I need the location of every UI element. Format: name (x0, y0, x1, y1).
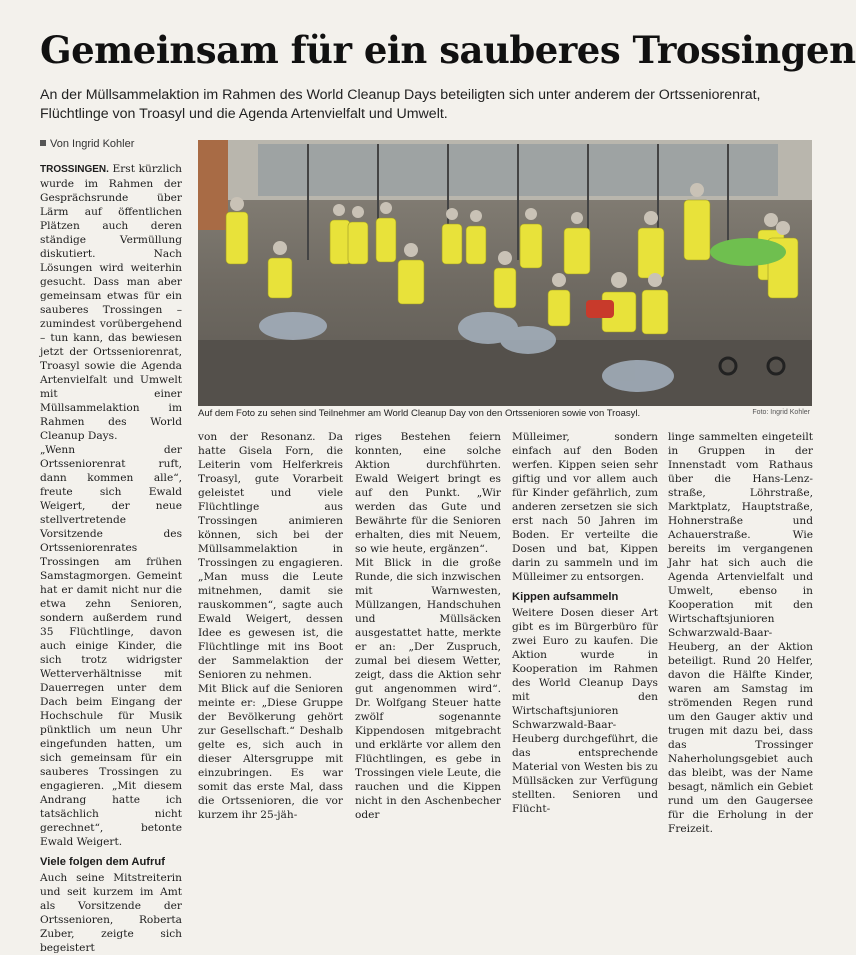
article-column-1 (40, 162, 182, 954)
article-column-4 (512, 430, 658, 815)
group-photo (198, 140, 812, 406)
group-photo-illustration (198, 140, 812, 406)
paragraph: „Wenn der Ortsseniorenrat ruft, dann kommen alle“, freute sich Ewald Weigert, der neue stellvertretende Vorsitzende des Ortsseniorenrates Trossingen am frühen Samstagmorgen. Gemeint hat er damit nicht nur die etwa zehn Senioren, sondern außerdem rund 35 Flüchtlinge, davon auch einige Kinder, die sich trotz widrigster Wetterverhältnisse mit Dauerregen unter dem Dach beim Eingang der Hochschule für Musik pünktlich um neun Uhr eingefunden hatten, um sich gemeinsam für ein sauberes Trossingen zu engagieren. „Mit diesem Andrang hatte ich tatsächlich nicht gerechnet“, betonte Ewald Weigert. (40, 444, 182, 848)
byline (40, 138, 134, 150)
photo-credit: Foto: Ingrid Kohler (752, 409, 810, 416)
paragraph: Erst kürzlich wurde im Rahmen der Gesprächsrunde über Lärm auf öffentlichen Plätzen auch deren ständige Vermüllung diskutiert. Nach Lösungen wird weiterhin gesucht. Dass man aber gemeinsam etwas für ein sauberes Trossingen – zumindest vorübergehend – tun kann, das bewiesen jetzt der Ortsseniorenrat, Troasyl sowie die Agenda Artenvielfalt und Umwelt mit einer Müllsammelaktion im Rahmen des World Cleanup Days. (40, 163, 182, 442)
article-headline: Gemeinsam für ein sauberes Trossingen (40, 28, 856, 72)
paragraph: Weitere Dosen dieser Art gibt es im Bürgerbüro für zwei Euro zu kaufen. Die Aktion wurde in Kooperation im Rahmen des World Cleanup Days mit den Wirtschaftsjunioren Schwarzwald-Baar-Heuberg durchgeführt, die das entsprechende Material von Westen bis zu Müllsäcken zur Verfügung stellten. Senioren und Flücht- (512, 607, 658, 815)
byline-text: Von Ingrid Kohler (50, 138, 135, 150)
paragraph: Mit Blick auf die Senioren meinte er: „Diese Gruppe der Bevölkerung gehört zur Gesellschaft.“ Deshalb gelte es, sich auch in dieser Altersgruppe mit einzubringen. Es war somit das erste Mal, dass die Ortssenioren, die vor kurzem ihr 25-jäh- (198, 683, 343, 821)
paragraph: Mit Blick in die große Runde, die sich inzwischen mit Warnwesten, Müllzangen, Handschuhen und Müllsäcken ausgestattet hatte, merkte er an: „Der Zuspruch, zumal bei diesem Wetter, zeigt, dass die Aktion sehr gut angenommen wird“. Dr. Wolfgang Steuer hatte zwölf sogenannte Kippendosen mitgebracht und erklärte vor allem den Flüchtlingen, es gebe in Trossingen viele Leute, die rauchen und die Kippen nicht in den Aschenbecher oder (355, 557, 501, 821)
subheading: Viele folgen dem Aufruf (40, 856, 165, 868)
square-bullet-icon (40, 140, 46, 146)
paragraph: riges Bestehen feiern konnten, eine solche Aktion durchführten. Ewald Weigert bringt es auf den Punkt. „Wir werden das Gute und Bewährte für die Senioren erhalten, dies mit Neuem, so wie heute, ergänzen“. (355, 431, 501, 555)
article-column-2 (198, 430, 343, 821)
photo-caption (198, 408, 812, 419)
article-lead: An der Müllsammelaktion im Rahmen des World Cleanup Days beteiligten sich unter anderem der Ortsseniorenrat, Flüchtlinge von Troasyl und die Agenda Artenvielfalt und Umwelt. (40, 87, 761, 122)
article-column-5 (668, 430, 813, 835)
paragraph: Mülleimer, sondern einfach auf den Boden werfen. Kippen seien sehr giftig und vor allem auch für Kinder gefährlich, zum anderen zersetzen sie sich erst nach 50 Jahren im Boden. Er verteilte die Dosen und bat, Kippen darin zu sammeln und im Mülleimer zu entsorgen. (512, 431, 658, 583)
paragraph: von der Resonanz. Da hatte Gisela Forn, die Leiterin vom Helferkreis Troasyl, gute Vorarbeit geleistet und viele Flüchtlinge aus Trossingen animieren können, sich bei der Müllsammelaktion in Trossingen zu engagieren. „Man muss die Leute mitnehmen, damit sie rauskommen“, sagte auch Ewald Weigert, dessen Idee es gewesen ist, die Flüchtlinge mit ins Boot der Sammelaktion der Senioren zu nehmen. (198, 431, 343, 681)
photo-caption-text: Auf dem Foto zu sehen sind Teilnehmer am World Cleanup Day von den Ortssenioren sowie von Troasyl. (198, 408, 641, 419)
subheading: Kippen aufsammeln (512, 591, 619, 603)
dateline: TROSSINGEN. (40, 164, 109, 175)
paragraph: linge sammelten eingeteilt in Gruppen in der Innenstadt vom Rathaus über die Hans-Lenz-straße, Löhrstraße, Marktplatz, Hauptstraße, Hohnerstraße und Achauerstraße. Wie bereits im vergangenen Jahr hat sich auch die Agenda Artenvielfalt und Umwelt, ebenso in Kooperation mit den Wirtschaftsjunioren Schwarzwald-Baar-Heuberg, an der Aktion beteiligt. Rund 20 Helfer, davon die Hälfte Kinder, waren am Samstag im strömenden Regen rund um den Gauger aktiv und trugen mit dazu bei, dass das Trossinger Naherholungsgebiet auch das bleibt, was der Name besagt, nämlich ein Gebiet rund um den Gaugersee für die Erholung in der Freizeit. (668, 431, 813, 835)
paragraph: Auch seine Mitstreiterin und seit kurzem im Amt als Vorsitzende der Ortssenioren, Roberta Zuber, zeigte sich begeistert (40, 872, 182, 954)
article-column-3 (355, 430, 501, 821)
